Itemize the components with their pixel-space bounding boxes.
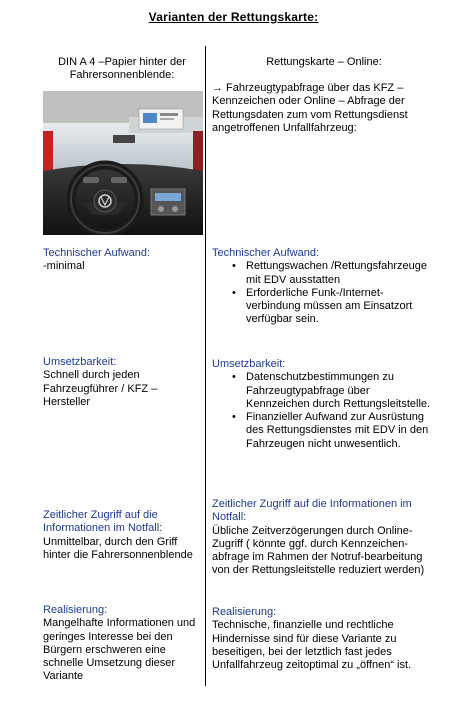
car-interior-photo [43,91,203,235]
list-item: • Rettungswachen /Rettungsfahrzeuge mit EDV ausstatten [212,260,436,287]
right-technical-heading: Technischer Aufwand: [212,247,320,259]
right-realization-body: Technische, finanzielle und rechtliche Hindernisse sind für diese Variante zu beseitigen, bei der letztlich fast jedes Unfallfahrzeug zeitoptimal zu „öffnen“ ist. [212,619,412,672]
right-access-body: Übliche Zeitverzögerungen durch Online-Zugriff ( könnte ggf. durch Kennzeichen-abfrage im Rahmen der Notruf-bearbeitung von der Rettungsleitstelle reduziert werden) [212,524,425,577]
left-feasibility-heading: Umsetzbarkeit: [43,356,117,368]
left-feasibility-body: Schnell durch jeden Fahrzeugführer / KFZ – Hersteller [43,369,158,408]
left-technical-heading: Technischer Aufwand: [43,247,151,259]
right-feasibility-heading: Umsetzbarkeit: [212,358,286,370]
right-intro-text: Fahrzeugtypabfrage über das KFZ – Kennzeichen oder Online – Abfrage der Rettungsdaten zum vom Rettungsdienst angetroffenen Unfallfahrzeug: [212,82,408,134]
right-feasibility-section [212,358,436,451]
left-realization-heading: Realisierung: [43,604,108,616]
left-feasibility-section [43,356,195,409]
right-intro [212,82,436,135]
right-column-header: Rettungskarte – Online: [266,56,382,68]
left-technical-section [43,247,201,274]
list-item: • Erforderliche Funk-/Internet-verbindung müssen am Einsatzort verfügbar sein. [212,287,436,327]
left-technical-body: -minimal [43,260,85,273]
left-access-body: Unmittelbar, durch den Griff hinter die Fahrersonnenblende [43,535,193,561]
right-feasibility-list [212,371,436,451]
column-divider [205,46,206,686]
list-item: • Finanzieller Aufwand zur Ausrüstung des Rettungsdienstes mit EDV in den Fahrzeugen nicht unwesentlich. [212,411,436,451]
left-column-header: DIN A 4 –Papier hinter der Fahrersonnenblende: [58,56,186,82]
right-access-heading: Zeitlicher Zugriff auf die Informationen im Notfall: [212,498,412,524]
right-realization-section [212,606,436,672]
list-item: • Datenschutzbestimmungen zu Fahrzeugtypabfrage über Kennzeichen durch Rettungsleitstelle. [212,371,436,411]
arrow-right-icon: → [212,82,223,94]
left-access-section [43,509,195,562]
right-realization-heading: Realisierung: [212,606,277,618]
right-technical-section [212,247,436,327]
page-title: Varianten der Rettungskarte: [148,10,319,24]
right-technical-list [212,260,436,326]
left-access-heading: Zeitlicher Zugriff auf die Informationen im Notfall: [43,509,163,535]
right-access-section [212,498,436,578]
left-realization-body: Mangelhafte Informationen und geringes Interesse bei den Bürgern erschweren eine schnelle Umsetzung dieser Variante [43,617,196,683]
left-realization-section [43,604,203,684]
car-interior-illustration [43,91,203,235]
